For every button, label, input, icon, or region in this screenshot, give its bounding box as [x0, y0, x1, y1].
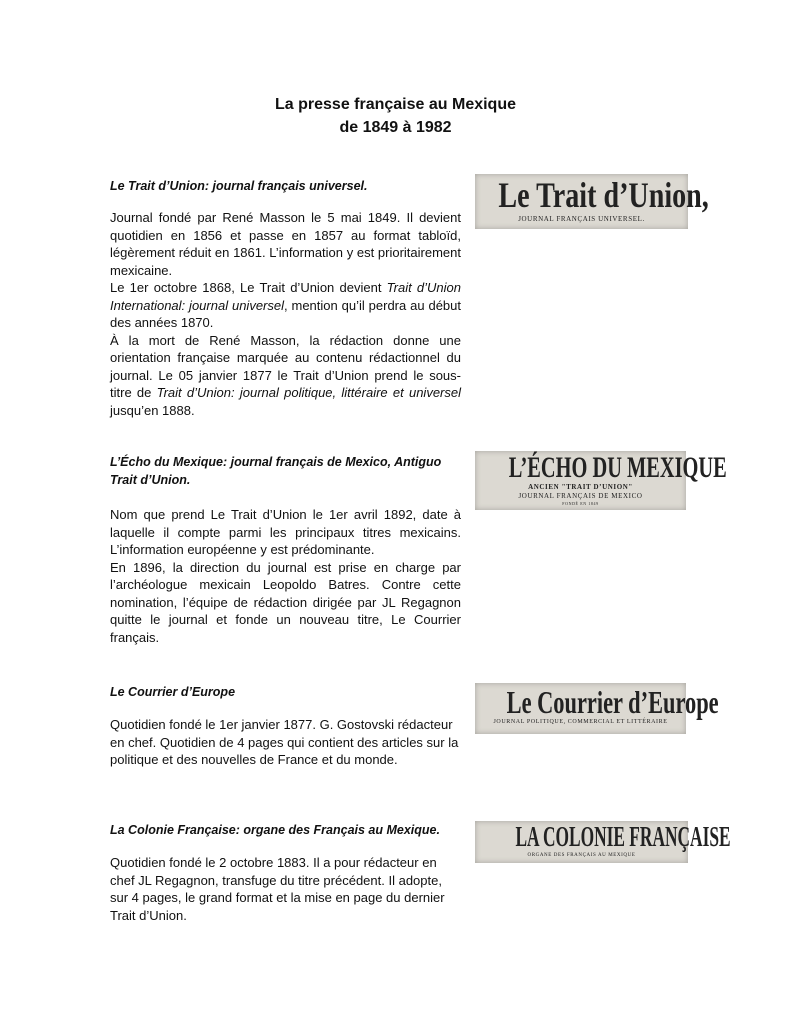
section-heading-trait-union: Le Trait d’Union: journal français universel. — [110, 179, 368, 193]
masthead-subtitle: ANCIEN "TRAIT D’UNION" — [528, 483, 633, 491]
masthead-subtitle: JOURNAL FRANÇAIS UNIVERSEL. — [518, 215, 645, 223]
paragraph: En 1896, la direction du journal est prise en charge par l’archéologue mexicain Leopoldo Batres. Contre cette nomination, l’équipe de rédaction dirigée par JL Regagnon quitte le journal et fonde un nouveau titre, Le Courrier français. — [110, 559, 461, 645]
masthead-founded: FONDÉ EN 1849 — [562, 501, 599, 506]
section-heading-courrier-europe: Le Courrier d’Europe — [110, 685, 236, 699]
paragraph: Nom que prend Le Trait d’Union le 1er avril 1892, date à laquelle il compte parmi les principaux titres mexicains. L’information européenne y est prédominante. — [110, 507, 461, 557]
masthead-title: L’ÉCHO DU MEXIQUE — [508, 451, 727, 484]
section-body-echo-mexique — [110, 506, 461, 646]
section-body-courrier-europe — [110, 716, 461, 769]
section-heading-colonie-francaise: La Colonie Française: organe des Français au Mexique. — [110, 823, 440, 837]
masthead-subtitle: JOURNAL FRANÇAIS DE MEXICO — [518, 492, 643, 500]
page-title: La presse française au Mexique — [275, 96, 516, 113]
masthead-title: Le Trait d’Union, — [498, 175, 709, 215]
paragraph: Quotidien fondé le 1er janvier 1877. G. Gostovski rédacteur en chef. Quotidien de 4 pages qui contient des articles sur la politique et des nouvelles de France et du monde. — [110, 717, 459, 767]
masthead-image-trait-union — [475, 174, 709, 229]
masthead-image-colonie-francaise — [475, 821, 731, 863]
section-heading-echo-mexique: L’Écho du Mexique: journal français de Mexico, Antiguo Trait d’Union. — [110, 455, 442, 487]
paragraph: Le 1er octobre 1868, Le Trait d’Union devient Trait d’Union International: journal universel, mention qu’il perdra au début des années 1870. — [110, 280, 461, 330]
page-subtitle: de 1849 à 1982 — [339, 119, 452, 136]
masthead-subtitle: JOURNAL POLITIQUE, COMMERCIAL ET LITTÉRAIRE — [493, 719, 668, 725]
masthead-title: LA COLONIE FRANÇAISE — [515, 822, 731, 853]
masthead-image-courrier-europe — [475, 683, 719, 734]
masthead-image-echo-mexique — [475, 451, 727, 510]
section-body-trait-union — [110, 209, 461, 419]
paragraph: Journal fondé par René Masson le 5 mai 1849. Il devient quotidien en 1856 et passe en 1857 au format tabloïd, légèrement réduit en 1861. L’information y est prioritairement mexicaine. — [110, 210, 461, 278]
masthead-title: Le Courrier d’Europe — [506, 684, 719, 720]
section-body-colonie-francaise — [110, 854, 461, 924]
paragraph: Quotidien fondé le 2 octobre 1883. Il a pour rédacteur en chef JL Regagnon, transfuge du titre précédent. Il adopte, sur 4 pages, le grand format et la mise en page du dernier Trait d’Union. — [110, 855, 445, 923]
masthead-subtitle: ORGANE DES FRANÇAIS AU MEXIQUE — [527, 853, 636, 858]
paragraph: À la mort de René Masson, la rédaction donne une orientation française marquée au contenu rédactionnel du journal. Le 05 janvier 1877 le Trait d’Union prend le sous-titre de Trait d’Union: journal politique, littéraire et universel jusqu’en 1888. — [110, 332, 461, 418]
